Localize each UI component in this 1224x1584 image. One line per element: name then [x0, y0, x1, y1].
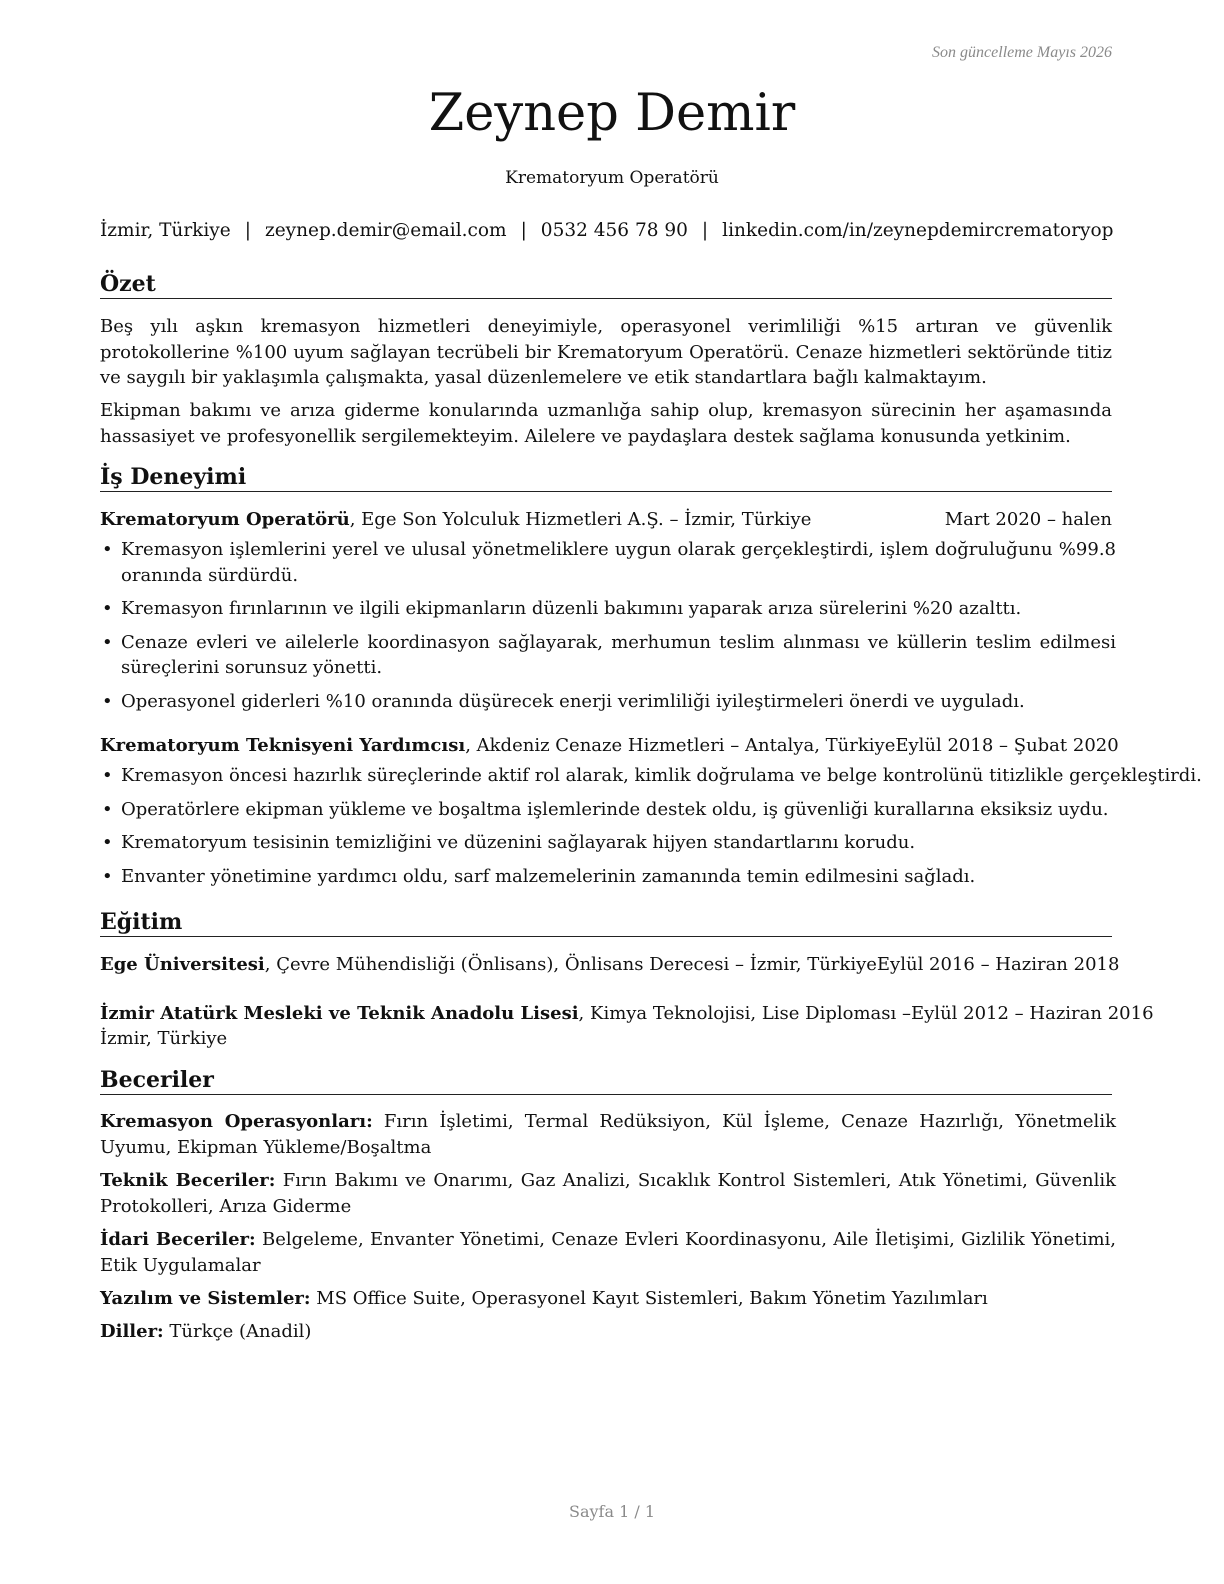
skill-label: Yazılım ve Sistemler:	[100, 1288, 311, 1309]
education-dates: Eylül 2012 – Haziran 2016	[911, 1003, 1154, 1024]
skill-text: MS Office Suite, Operasyonel Kayıt Sistemleri, Bakım Yönetim Yazılımları	[310, 1288, 988, 1309]
skill-label: Diller:	[100, 1321, 164, 1342]
list-item: • Envanter yönetimine yardımcı oldu, sarf malzemelerinin zamanında temin edilmesini sağladı.	[100, 864, 1116, 890]
summary-paragraph-1: Beş yılı aşkın kremasyon hizmetleri deneyimiyle, operasyonel verimliliği %15 artıran ve güvenlik protokollerine %100 uyum sağlayan tecrübeli bir Krematoryum Operatörü. Cenaze hizmetleri sektöründe titiz ve saygılı bir yaklaşımla çalışmakta, yasal düzenlemelere ve etik standartlara bağlı kalmaktayım.	[100, 316, 1112, 388]
job-dates: Eylül 2018 – Şubat 2020	[895, 735, 1119, 756]
contact-linkedin[interactable]: linkedin.com/in/zeynepdemircrematoryop	[722, 220, 1114, 241]
job-title-line	[100, 507, 811, 532]
education-detail: , Kimya Teknolojisi, Lise Diploması –	[578, 1003, 911, 1024]
job-organization: , Ege Son Yolculuk Hizmetleri A.Ş. – İzmir, Türkiye	[349, 509, 812, 530]
education-detail: , Çevre Mühendisliği (Önlisans), Önlisans Derecesi – İzmir, Türkiye	[264, 954, 877, 975]
skills-heading: Beceriler	[100, 1066, 1112, 1095]
job-organization: , Akdeniz Cenaze Hizmetleri – Antalya, Türkiye	[465, 735, 896, 756]
skill-group	[100, 1168, 1116, 1219]
education-item	[100, 1001, 1154, 1026]
list-item: • Operatörlere ekipman yükleme ve boşaltma işlemlerinde destek oldu, iş güvenliği kurallarına eksiksiz uydu.	[100, 797, 1116, 823]
contact-phone: 0532 456 78 90	[540, 220, 688, 241]
list-item: • Kremasyon fırınlarının ve ilgili ekipmanların düzenli bakımını yaparak arıza sürelerini %20 azalttı.	[100, 596, 1116, 622]
skill-group	[100, 1286, 1116, 1312]
contact-location: İzmir, Türkiye	[100, 220, 231, 241]
skill-label: İdari Beceriler:	[100, 1229, 256, 1250]
job-header	[100, 733, 1119, 758]
education-location: İzmir, Türkiye	[100, 1028, 228, 1049]
job-bullets	[100, 763, 1202, 897]
education-dates: Eylül 2016 – Haziran 2018	[876, 954, 1120, 975]
last-updated-note: Son güncelleme Mayıs 2026	[932, 44, 1112, 61]
education-title-line	[100, 952, 877, 977]
education-item	[100, 952, 1120, 977]
job-title-line	[100, 733, 895, 758]
education-title-line	[100, 1001, 911, 1026]
job-role: Krematoryum Teknisyeni Yardımcısı	[100, 735, 466, 756]
candidate-headline: Krematoryum Operatörü	[505, 168, 719, 188]
page-number: Sayfa 1 / 1	[568, 1502, 655, 1521]
skill-group	[100, 1319, 1116, 1345]
skill-label: Kremasyon Operasyonları:	[100, 1111, 373, 1132]
education-heading: Eğitim	[100, 908, 1112, 937]
education-school: Ege Üniversitesi	[100, 954, 265, 975]
job-role: Krematoryum Operatörü	[100, 509, 350, 530]
list-item: • Kremasyon öncesi hazırlık süreçlerinde aktif rol alarak, kimlik doğrulama ve belge kontrolünü titizlikle gerçekleştirdi.	[100, 763, 1116, 789]
skill-group	[100, 1227, 1116, 1278]
skill-text: Türkçe (Anadil)	[163, 1321, 312, 1342]
job-header	[100, 507, 1112, 532]
education-school: İzmir Atatürk Mesleki ve Teknik Anadolu Lisesi	[100, 1003, 579, 1024]
list-item: • Krematoryum tesisinin temizliğini ve düzenini sağlayarak hijyen standartlarını korudu.	[100, 830, 1116, 856]
skill-label: Teknik Beceriler:	[100, 1170, 276, 1191]
candidate-name: Zeynep Demir	[428, 84, 796, 143]
job-bullets	[100, 537, 1116, 722]
job-dates: Mart 2020 – halen	[944, 509, 1112, 530]
contact-separator: |	[520, 220, 527, 241]
skill-text: Belgeleme, Envanter Yönetimi, Cenaze Evleri Koordinasyonu, Aile İletişimi, Gizlilik Yönetimi, Etik Uygulamalar	[100, 1229, 1116, 1276]
skill-text: Fırın İşletimi, Termal Redüksiyon, Kül İşleme, Cenaze Hazırlığı, Yönetmelik Uyumu, Ekipman Yükleme/Boşaltma	[100, 1111, 1116, 1158]
contact-email[interactable]: zeynep.demir@email.com	[264, 220, 507, 241]
skill-group	[100, 1109, 1116, 1160]
list-item: • Operasyonel giderleri %10 oranında düşürecek enerji verimliliği iyileştirmeleri önerdi ve uyguladı.	[100, 689, 1116, 715]
list-item: • Cenaze evleri ve ailelerle koordinasyon sağlayarak, merhumun teslim alınması ve küllerin teslim edilmesi süreçlerini sorunsuz yönetti.	[100, 630, 1116, 681]
summary-heading: Özet	[100, 270, 1112, 299]
list-item: • Kremasyon işlemlerini yerel ve ulusal yönetmeliklere uygun olarak gerçekleştirdi, işlem doğruluğunu %99.8 oranında sürdürdü.	[100, 537, 1116, 588]
skill-text: Fırın Bakımı ve Onarımı, Gaz Analizi, Sıcaklık Kontrol Sistemleri, Atık Yönetimi, Güvenlik Protokolleri, Arıza Giderme	[100, 1170, 1117, 1217]
contact-line	[100, 220, 1112, 241]
contact-separator: |	[701, 220, 709, 241]
contact-separator: |	[244, 220, 251, 241]
summary-paragraph-2: Ekipman bakımı ve arıza giderme konularında uzmanlığa sahip olup, kremasyon sürecinin her aşamasında hassasiyet ve profesyonellik sergilemekteyim. Ailelere ve paydaşlara destek sağlama konusunda yetkinim.	[100, 400, 1112, 447]
experience-heading: İş Deneyimi	[100, 463, 1112, 492]
